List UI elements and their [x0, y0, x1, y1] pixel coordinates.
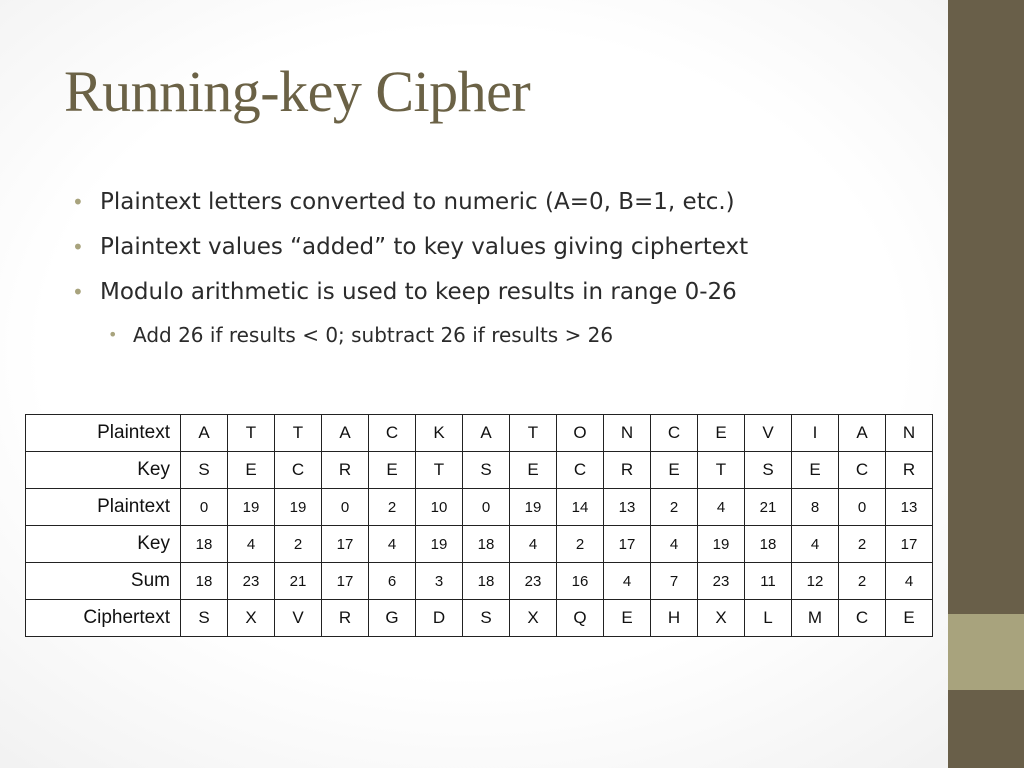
table-cell: 23 [510, 563, 557, 600]
row-label: Ciphertext [26, 600, 181, 637]
table-cell: 4 [792, 526, 839, 563]
table-cell: E [228, 452, 275, 489]
table-cell: O [557, 415, 604, 452]
table-cell: E [792, 452, 839, 489]
table-row [26, 526, 933, 563]
row-label: Key [26, 526, 181, 563]
table-cell: 4 [651, 526, 698, 563]
table-cell: 4 [369, 526, 416, 563]
table-cell: 2 [651, 489, 698, 526]
table-row [26, 452, 933, 489]
table-cell: 4 [604, 563, 651, 600]
row-label: Sum [26, 563, 181, 600]
table-row [26, 600, 933, 637]
table-cell: 19 [510, 489, 557, 526]
table-cell: 2 [275, 526, 322, 563]
table-cell: T [510, 415, 557, 452]
table-cell: X [698, 600, 745, 637]
table-cell: A [463, 415, 510, 452]
side-bar-accent [948, 614, 1024, 690]
table-cell: 19 [416, 526, 463, 563]
bullet-dot-icon: • [72, 190, 84, 214]
table-cell: 19 [275, 489, 322, 526]
table-cell: 2 [557, 526, 604, 563]
table-cell: S [463, 600, 510, 637]
bullet-item [70, 186, 930, 218]
table-cell: 3 [416, 563, 463, 600]
table-cell: 21 [275, 563, 322, 600]
table-cell: K [416, 415, 463, 452]
table-cell: 12 [792, 563, 839, 600]
table-cell: C [839, 452, 886, 489]
table-cell: L [745, 600, 792, 637]
table-cell: R [886, 452, 933, 489]
table-cell: 23 [698, 563, 745, 600]
table-cell: H [651, 600, 698, 637]
table-cell: 2 [369, 489, 416, 526]
table-cell: 18 [745, 526, 792, 563]
table-cell: 0 [463, 489, 510, 526]
table-row [26, 415, 933, 452]
table-cell: A [181, 415, 228, 452]
table-cell: 0 [181, 489, 228, 526]
table-cell: 19 [228, 489, 275, 526]
table-cell: I [792, 415, 839, 452]
table-cell: S [463, 452, 510, 489]
table-cell: 0 [839, 489, 886, 526]
table-cell: E [651, 452, 698, 489]
bullet-text: Plaintext values “added” to key values giving ciphertext [100, 234, 749, 260]
table-cell: V [275, 600, 322, 637]
row-label: Key [26, 452, 181, 489]
table-cell: A [839, 415, 886, 452]
table-cell: E [604, 600, 651, 637]
table-cell: S [181, 452, 228, 489]
table-cell: 19 [698, 526, 745, 563]
table-cell: 14 [557, 489, 604, 526]
table-cell: 21 [745, 489, 792, 526]
table-cell: 13 [886, 489, 933, 526]
table-row [26, 489, 933, 526]
table-cell: 17 [322, 563, 369, 600]
bullet-dot-icon: • [72, 280, 84, 304]
table-cell: 16 [557, 563, 604, 600]
table-cell: E [369, 452, 416, 489]
table-cell: C [651, 415, 698, 452]
table-cell: T [275, 415, 322, 452]
table-cell: R [322, 600, 369, 637]
table-cell: Q [557, 600, 604, 637]
table-cell: V [745, 415, 792, 452]
table-cell: 13 [604, 489, 651, 526]
bullet-text: Modulo arithmetic is used to keep results in range 0-26 [100, 279, 737, 305]
table-cell: X [228, 600, 275, 637]
bullet-item [70, 231, 930, 263]
table-cell: R [322, 452, 369, 489]
table-cell: 2 [839, 526, 886, 563]
table-cell: 2 [839, 563, 886, 600]
bullet-dot-icon: • [72, 235, 84, 259]
table-cell: 4 [886, 563, 933, 600]
table-cell: R [604, 452, 651, 489]
table-cell: X [510, 600, 557, 637]
table-cell: 18 [463, 563, 510, 600]
table-cell: 6 [369, 563, 416, 600]
table-cell: C [557, 452, 604, 489]
table-cell: 4 [698, 489, 745, 526]
table-cell: T [416, 452, 463, 489]
sub-bullet-text: Add 26 if results < 0; subtract 26 if results > 26 [133, 323, 614, 347]
table-cell: C [839, 600, 886, 637]
table-cell: T [228, 415, 275, 452]
table-cell: C [369, 415, 416, 452]
table-cell: D [416, 600, 463, 637]
table-cell: 10 [416, 489, 463, 526]
table-cell: T [698, 452, 745, 489]
table-cell: C [275, 452, 322, 489]
table-cell: 0 [322, 489, 369, 526]
table-cell: 23 [228, 563, 275, 600]
table-cell: E [698, 415, 745, 452]
table-cell: 11 [745, 563, 792, 600]
table-cell: A [322, 415, 369, 452]
bullet-text: Plaintext letters converted to numeric (A=0, B=1, etc.) [100, 189, 735, 215]
table-cell: 18 [181, 563, 228, 600]
sub-bullet-item [70, 319, 930, 351]
table-cell: N [886, 415, 933, 452]
table-cell: E [510, 452, 557, 489]
table-cell: 4 [510, 526, 557, 563]
row-label: Plaintext [26, 489, 181, 526]
bullet-dot-icon: • [108, 325, 118, 344]
table-cell: M [792, 600, 839, 637]
cipher-table-body [26, 415, 933, 637]
bullet-item [70, 276, 930, 308]
table-cell: 18 [463, 526, 510, 563]
cipher-table [25, 414, 933, 637]
table-cell: G [369, 600, 416, 637]
table-cell: 17 [604, 526, 651, 563]
table-row [26, 563, 933, 600]
table-cell: 7 [651, 563, 698, 600]
table-cell: S [745, 452, 792, 489]
table-cell: N [604, 415, 651, 452]
table-cell: E [886, 600, 933, 637]
slide-title: Running-key Cipher [64, 59, 531, 124]
bullet-list [70, 186, 930, 364]
table-cell: 17 [322, 526, 369, 563]
table-cell: 18 [181, 526, 228, 563]
table-cell: 4 [228, 526, 275, 563]
table-cell: 17 [886, 526, 933, 563]
row-label: Plaintext [26, 415, 181, 452]
table-cell: S [181, 600, 228, 637]
table-cell: 8 [792, 489, 839, 526]
